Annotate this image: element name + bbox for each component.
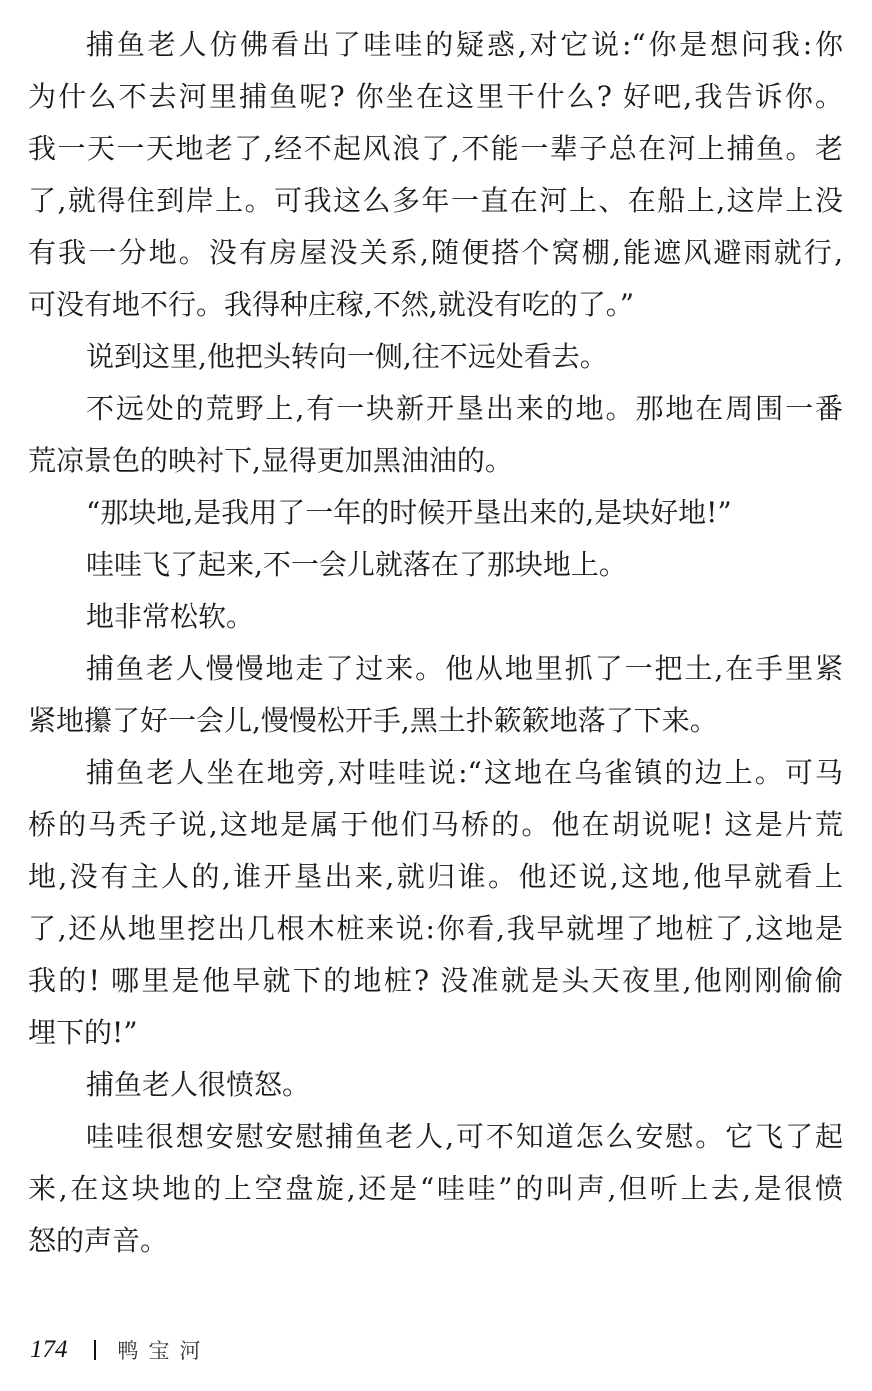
text-line: 了,还从地里挖出几根木桩来说:你看,我早就埋了地桩了,这地是 bbox=[28, 912, 843, 945]
paragraph bbox=[28, 591, 843, 643]
page-number: 174 bbox=[30, 1336, 68, 1363]
text-line: “那块地,是我用了一年的时候开垦出来的,是块好地!” bbox=[86, 496, 732, 529]
paragraph bbox=[28, 1059, 843, 1111]
text-line: 紧地攥了好一会儿,慢慢松开手,黑土扑簌簌地落了下来。 bbox=[28, 704, 718, 737]
text-line: 了,就得住到岸上。可我这么多年一直在河上、在船上,这岸上没 bbox=[28, 184, 843, 217]
paragraph bbox=[28, 383, 843, 487]
text-line: 哇哇飞了起来,不一会儿就落在了那块地上。 bbox=[86, 548, 627, 581]
body-text bbox=[28, 19, 843, 1267]
text-line: 捕鱼老人坐在地旁,对哇哇说:“这地在乌雀镇的边上。可马 bbox=[86, 756, 843, 789]
text-line: 我的! 哪里是他早就下的地桩? 没准就是头天夜里,他刚刚偷偷 bbox=[28, 964, 843, 997]
text-line: 可没有地不行。我得种庄稼,不然,就没有吃的了。” bbox=[28, 288, 635, 321]
text-line: 捕鱼老人慢慢地走了过来。他从地里抓了一把土,在手里紧 bbox=[86, 652, 843, 685]
text-line: 哇哇很想安慰安慰捕鱼老人,可不知道怎么安慰。它飞了起 bbox=[86, 1120, 843, 1153]
text-line: 捕鱼老人仿佛看出了哇哇的疑惑,对它说:“你是想问我:你 bbox=[86, 28, 843, 61]
paragraph bbox=[28, 1111, 843, 1267]
paragraph bbox=[28, 487, 843, 539]
book-title: 鸭宝河 bbox=[117, 1339, 211, 1363]
paragraph bbox=[28, 747, 843, 1059]
paragraph bbox=[28, 331, 843, 383]
text-line: 桥的马秃子说,这地是属于他们马桥的。他在胡说呢! 这是片荒 bbox=[28, 808, 843, 841]
text-line: 捕鱼老人很愤怒。 bbox=[86, 1068, 311, 1101]
text-line: 地非常松软。 bbox=[86, 600, 255, 633]
text-line: 说到这里,他把头转向一侧,往不远处看去。 bbox=[86, 340, 608, 373]
text-line: 埋下的!” bbox=[28, 1016, 138, 1049]
page-footer bbox=[30, 1332, 211, 1368]
text-line: 地,没有主人的,谁开垦出来,就归谁。他还说,这地,他早就看上 bbox=[28, 860, 843, 893]
text-line: 为什么不去河里捕鱼呢? 你坐在这里干什么? 好吧,我告诉你。 bbox=[28, 80, 843, 113]
text-line: 荒凉景色的映衬下,显得更加黑油油的。 bbox=[28, 444, 513, 477]
paragraph bbox=[28, 539, 843, 591]
text-line: 我一天一天地老了,经不起风浪了,不能一辈子总在河上捕鱼。老 bbox=[28, 132, 843, 165]
paragraph bbox=[28, 19, 843, 331]
text-line: 有我一分地。没有房屋没关系,随便搭个窝棚,能遮风避雨就行, bbox=[28, 236, 843, 269]
text-line: 怒的声音。 bbox=[28, 1224, 169, 1257]
text-line: 不远处的荒野上,有一块新开垦出来的地。那地在周围一番 bbox=[86, 392, 843, 425]
paragraph bbox=[28, 643, 843, 747]
text-line: 来,在这块地的上空盘旋,还是“哇哇”的叫声,但听上去,是很愤 bbox=[28, 1172, 843, 1205]
footer-divider bbox=[94, 1340, 96, 1360]
